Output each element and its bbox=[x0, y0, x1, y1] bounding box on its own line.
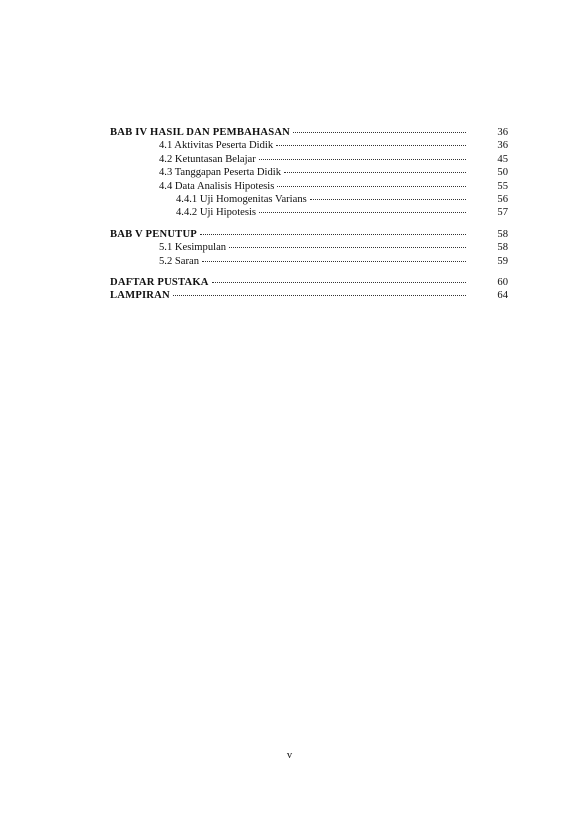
dot-leader bbox=[212, 272, 466, 283]
table-of-contents bbox=[110, 124, 508, 301]
dot-leader bbox=[293, 122, 466, 133]
dot-leader bbox=[259, 202, 466, 213]
toc-entry-label: 4.1 Aktivitas Peserta Didik bbox=[159, 140, 274, 152]
toc-entry-page: 59 bbox=[497, 255, 508, 267]
toc-entry-label: 4.2 Ketuntasan Belajar bbox=[159, 153, 256, 165]
toc-entry-label: 4.4.2 Uji Hipotesis bbox=[176, 207, 257, 219]
toc-entry-page: 64 bbox=[497, 290, 508, 302]
toc-entry-page: 45 bbox=[497, 153, 508, 165]
toc-entry-page: 56 bbox=[497, 193, 508, 205]
toc-entry-page: 58 bbox=[497, 242, 508, 254]
dot-leader bbox=[202, 251, 466, 262]
toc-entry-page: 50 bbox=[497, 167, 508, 179]
dot-leader bbox=[276, 135, 466, 146]
toc-entry-page: 57 bbox=[497, 207, 508, 219]
toc-entry-label: 5.1 Kesimpulan bbox=[159, 242, 227, 254]
page-number: v bbox=[286, 750, 293, 761]
dot-leader bbox=[284, 162, 466, 173]
toc-entry-page: 36 bbox=[497, 127, 508, 138]
toc-entry-label: BAB V PENUTUP bbox=[110, 228, 197, 240]
toc-entry-5-2 bbox=[110, 253, 508, 266]
dot-leader bbox=[173, 285, 466, 296]
toc-entry-label: 5.2 Saran bbox=[159, 255, 200, 267]
dot-leader bbox=[200, 224, 466, 235]
dot-leader bbox=[310, 189, 466, 200]
toc-entry-label: 4.3 Tanggapan Peserta Didik bbox=[159, 167, 282, 179]
toc-entry-page: 58 bbox=[497, 228, 508, 240]
toc-entry-4-4-2 bbox=[110, 204, 508, 217]
toc-entry-page: 55 bbox=[497, 180, 508, 192]
toc-entry-label: DAFTAR PUSTAKA bbox=[110, 276, 209, 288]
dot-leader bbox=[259, 149, 466, 160]
toc-entry-lampiran bbox=[110, 287, 508, 300]
toc-entry-label: 4.4.1 Uji Homogenitas Varians bbox=[176, 193, 307, 205]
toc-entry-page: 36 bbox=[497, 140, 508, 152]
toc-entry-label: 4.4 Data Analisis Hipotesis bbox=[159, 180, 275, 192]
toc-entry-label: BAB IV HASIL DAN PEMBAHASAN bbox=[110, 127, 291, 138]
toc-entry-page: 60 bbox=[497, 276, 508, 288]
toc-entry-label: LAMPIRAN bbox=[110, 290, 170, 302]
dot-leader bbox=[229, 237, 466, 248]
dot-leader bbox=[277, 176, 466, 187]
